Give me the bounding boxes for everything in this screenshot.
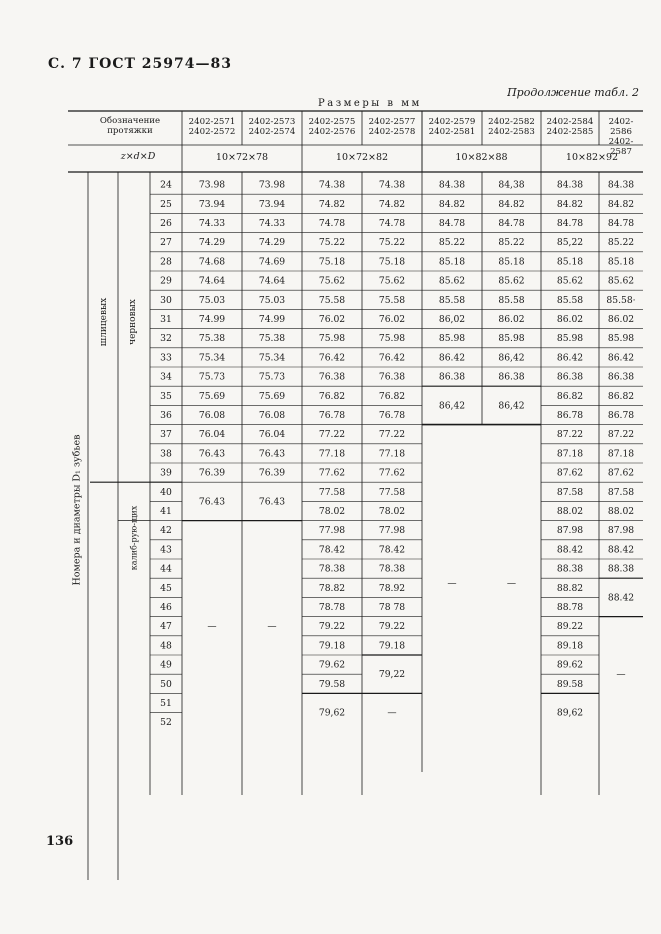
value-cell: 78.82 (318, 582, 346, 594)
value-cell: 89.22 (556, 621, 584, 633)
value-cell: 87.62 (556, 467, 584, 479)
tooth-number: 49 (160, 659, 172, 671)
tool-code-b: 2402-2583 (488, 127, 535, 137)
value-cell: 85.98 (607, 333, 635, 345)
value-cell: 87.98 (607, 525, 635, 537)
value-cell: 85.58· (606, 294, 636, 306)
value-cell: 74.38 (378, 179, 406, 191)
value-cell: 74.78 (318, 218, 346, 229)
value-cell: 85.62 (438, 275, 466, 287)
value-cell: 76.02 (318, 314, 346, 325)
value-cell: 77.18 (378, 448, 406, 460)
value-cell: 89,62 (556, 707, 584, 719)
value-cell: 75.03 (198, 294, 226, 306)
dash-cell: — (267, 621, 277, 633)
value-cell: 86,42 (438, 400, 466, 412)
value-cell: 73.98 (258, 179, 286, 191)
value-cell: 76.82 (378, 390, 406, 402)
tooth-number: 39 (160, 467, 172, 479)
value-cell: 74.78 (378, 218, 406, 229)
value-cell: 75.34 (258, 352, 286, 364)
value-cell: 75.18 (378, 256, 406, 268)
value-cell: 74.68 (198, 256, 226, 268)
value-cell: 74.29 (258, 237, 286, 249)
value-cell: 88.38 (607, 563, 635, 575)
dash-cell: — (447, 578, 457, 590)
value-cell: 87.18 (556, 448, 584, 460)
tooth-number: 35 (160, 390, 172, 402)
group-shlitsevykh: шлицевых (99, 297, 109, 347)
value-cell: 74.99 (198, 314, 226, 325)
tooth-number: 50 (160, 678, 172, 690)
tooth-number: 27 (160, 237, 172, 249)
tool-code-a: 2402-2584 (546, 117, 594, 127)
value-cell: 86.38 (498, 371, 525, 383)
value-cell: 88.42 (607, 592, 635, 604)
value-cell: 76.43 (258, 448, 286, 460)
tooth-number: 33 (160, 352, 172, 364)
tooth-number: 46 (160, 602, 172, 613)
tooth-number: 25 (160, 198, 172, 210)
value-cell: 75.98 (378, 333, 406, 345)
tooth-number: 47 (160, 621, 172, 633)
value-cell: 89.58 (556, 678, 584, 690)
dash-cell: — (207, 621, 217, 633)
value-cell: 84.38 (556, 179, 584, 191)
value-cell: 76.38 (318, 371, 346, 383)
value-cell: 76.08 (198, 410, 226, 421)
value-cell: 87.22 (556, 429, 584, 441)
value-cell: 79.58 (318, 678, 346, 690)
tooth-number: 48 (160, 640, 172, 652)
value-cell: 86.02 (498, 314, 525, 325)
value-cell: 85.22 (438, 237, 466, 249)
value-cell: 79.22 (318, 621, 346, 633)
value-cell: 74.82 (318, 198, 346, 210)
value-cell: 84.38 (607, 179, 635, 191)
value-cell: 78.78 (318, 602, 346, 613)
tool-code-b: 2402-2578 (368, 127, 416, 137)
value-cell: 79.18 (318, 640, 346, 652)
value-cell: 76.43 (198, 448, 226, 460)
value-cell: 74.69 (258, 256, 286, 268)
value-cell: 84.82 (607, 198, 635, 210)
value-cell: 79,62 (318, 707, 346, 719)
tooth-number: 24 (160, 179, 172, 191)
size-1: 10×72×78 (215, 152, 269, 163)
tool-code-a: 2402-2586 (608, 117, 634, 137)
value-cell: 84.78 (556, 218, 584, 229)
value-cell: 74.33 (258, 218, 286, 229)
value-cell: 77.18 (318, 448, 346, 460)
tool-code-a: 2402-2579 (428, 117, 476, 127)
value-cell: 85.62 (556, 275, 584, 287)
value-cell: 87.18 (607, 448, 635, 460)
tooth-number: 30 (160, 294, 172, 306)
value-cell: 74.38 (318, 179, 346, 191)
tooth-number: 38 (160, 448, 172, 460)
value-cell: 74.82 (378, 198, 406, 210)
value-cell: 84.78 (607, 218, 635, 229)
value-cell: 86.42 (556, 352, 584, 364)
value-cell: 84.82 (556, 198, 584, 210)
value-cell: 75.22 (378, 237, 406, 249)
value-cell: 86.78 (556, 410, 584, 421)
dash-cell: — (506, 578, 517, 590)
value-cell: 85.22 (498, 237, 525, 249)
left-vertical-label: Номера и диаметры D₁ зубьев (71, 434, 83, 586)
value-cell: 88.38 (556, 563, 584, 575)
value-cell: 76.39 (258, 467, 286, 479)
tool-code-a: 2402-2582 (488, 117, 535, 127)
value-cell: 88.02 (556, 506, 584, 517)
value-cell: 86.42 (607, 352, 635, 364)
value-cell: 73.94 (198, 198, 226, 210)
tooth-number: 40 (160, 486, 172, 498)
value-cell: 86.02 (556, 314, 584, 325)
tool-code-b: 2402-2585 (546, 127, 594, 137)
value-cell: 84.82 (438, 198, 466, 210)
value-cell: 88.42 (607, 544, 635, 556)
value-cell: 74.33 (198, 218, 226, 229)
tooth-number: 37 (160, 429, 172, 441)
page-ref: С. 7 ГОСТ 25974—83 (48, 56, 232, 72)
value-cell: 86.42 (438, 352, 466, 364)
tooth-number: 26 (160, 218, 172, 229)
value-cell: 77.22 (318, 429, 346, 441)
tool-code-b: 2402-2574 (248, 127, 296, 137)
value-cell: 86.02 (607, 314, 635, 325)
value-cell: 76.39 (198, 467, 226, 479)
value-cell: 85.22 (607, 237, 635, 249)
value-cell: 85.18 (498, 256, 525, 268)
value-cell: 75.62 (378, 275, 406, 287)
tool-code-b: 2402-2576 (308, 127, 356, 137)
value-cell: 85.18 (607, 256, 635, 268)
size-2: 10×72×82 (335, 152, 389, 163)
tooth-number: 34 (160, 371, 172, 383)
value-cell: 78.02 (378, 506, 406, 517)
value-cell: 73.94 (258, 198, 286, 210)
value-cell: 84.78 (438, 218, 466, 229)
value-cell: 75.18 (318, 256, 346, 268)
value-cell: 84.78 (498, 218, 525, 229)
value-cell: 85.62 (607, 275, 635, 287)
value-cell: 86.78 (607, 410, 635, 421)
value-cell: 84.82 (498, 198, 525, 210)
value-cell: 85.18 (556, 256, 584, 268)
tooth-number: 36 (160, 410, 172, 421)
value-cell: 79.18 (378, 640, 406, 652)
value-cell: 79.62 (318, 659, 346, 671)
value-cell: 85.58 (438, 294, 466, 306)
value-cell: 86,42 (498, 400, 525, 412)
value-cell: 75.62 (318, 275, 346, 287)
units-label: Размеры в мм (318, 98, 422, 109)
value-cell: 86.82 (556, 390, 584, 402)
value-cell: 89.18 (556, 640, 584, 652)
value-cell: 77.62 (318, 467, 346, 479)
value-cell: 84,38 (498, 179, 525, 191)
value-cell: 88.42 (556, 544, 584, 556)
value-cell: 78.38 (318, 563, 346, 575)
value-cell: 85.98 (438, 333, 466, 345)
value-cell: 79.22 (378, 621, 406, 633)
value-cell: 76.42 (378, 352, 406, 364)
designation-label: Обозначение протяжки (99, 116, 161, 136)
value-cell: 76.43 (198, 496, 226, 508)
tooth-number: 32 (160, 333, 172, 345)
value-cell: 85.58 (498, 294, 525, 306)
continuation-note: Продолжение табл. 2 (507, 86, 639, 99)
value-cell: 76.42 (318, 352, 346, 364)
value-cell: 76.04 (258, 429, 286, 441)
value-cell: 87.58 (607, 486, 635, 498)
value-cell: 78.42 (318, 544, 346, 556)
value-cell: 86.38 (607, 371, 635, 383)
value-cell: 76.02 (378, 314, 406, 325)
value-cell: 75.38 (198, 333, 226, 345)
value-cell: 76.78 (318, 410, 346, 421)
value-cell: 85.58 (556, 294, 584, 306)
value-cell: 77.62 (378, 467, 406, 479)
value-cell: 89.62 (556, 659, 584, 671)
size-3: 10×82×88 (455, 152, 508, 163)
value-cell: 88.02 (607, 506, 635, 517)
value-cell: 78.42 (378, 544, 406, 556)
value-cell: 76.08 (258, 410, 286, 421)
value-cell: 87.58 (556, 486, 584, 498)
value-cell: 78.38 (378, 563, 406, 575)
tooth-number: 41 (160, 506, 172, 517)
tool-code-b: 2402-2572 (188, 127, 236, 137)
value-cell: 85.18 (438, 256, 466, 268)
value-cell: 77.98 (318, 525, 346, 537)
sub-kalibruyushchikh: калиб-рую-щих (129, 505, 139, 571)
value-cell: 87.98 (556, 525, 584, 537)
value-cell: 76.43 (258, 496, 286, 508)
tool-code-a: 2402-2571 (188, 117, 236, 127)
value-cell: 86.82 (607, 390, 635, 402)
value-cell: 75.58 (378, 294, 406, 306)
value-cell: 75.34 (198, 352, 226, 364)
tool-code-a: 2402-2577 (368, 117, 416, 127)
value-cell: 86,42 (498, 352, 525, 364)
tooth-number: 45 (160, 582, 172, 594)
value-cell: 75.69 (198, 390, 226, 402)
value-cell: 77.98 (378, 525, 406, 537)
tooth-number: 28 (160, 256, 172, 268)
value-cell: 78.02 (318, 506, 346, 517)
value-cell: 78 78 (378, 602, 406, 613)
tooth-number: 31 (160, 314, 172, 325)
value-cell: 77.58 (378, 486, 406, 498)
value-cell: 85.62 (498, 275, 525, 287)
tool-code-a: 2402-2573 (248, 117, 296, 127)
value-cell: 84.38 (438, 179, 466, 191)
value-cell: 87.62 (607, 467, 635, 479)
value-cell: 75.73 (258, 371, 286, 383)
value-cell: 86.38 (556, 371, 584, 383)
tooth-number: 52 (160, 717, 172, 729)
value-cell: 88.82 (556, 582, 584, 594)
value-cell: 74.64 (198, 275, 226, 287)
size-4: 10×82×92 (565, 152, 619, 163)
value-cell: 75.38 (258, 333, 286, 345)
value-cell: 74.29 (198, 237, 226, 249)
value-cell: 76.78 (378, 410, 406, 421)
value-cell: 75.58 (318, 294, 346, 306)
value-cell: 86,02 (438, 314, 466, 325)
tooth-number: 29 (160, 275, 172, 287)
sub-chernovykh: черновых (128, 299, 138, 345)
tool-code-b: 2402-2587 (608, 137, 634, 157)
value-cell: 77.58 (318, 486, 346, 498)
value-cell: 75.69 (258, 390, 286, 402)
tooth-number: 43 (160, 544, 172, 556)
value-cell: 77.22 (378, 429, 406, 441)
value-cell: 85,22 (556, 237, 584, 249)
value-cell: 74.64 (258, 275, 286, 287)
tooth-number: 44 (160, 563, 172, 575)
page-number: 136 (46, 834, 74, 849)
tooth-number: 51 (160, 698, 172, 709)
value-cell: 87.22 (607, 429, 635, 441)
value-cell: 75.03 (258, 294, 286, 306)
value-cell: 75.22 (318, 237, 346, 249)
value-cell: 76.82 (318, 390, 346, 402)
value-cell: 73.98 (198, 179, 226, 191)
value-cell: 75.98 (318, 333, 346, 345)
value-cell: 76.04 (198, 429, 226, 441)
value-cell: 79,22 (378, 669, 406, 681)
value-cell: 75.73 (198, 371, 226, 383)
size-label: z×d×D (120, 151, 156, 162)
tool-code-b: 2402-2581 (428, 127, 476, 137)
tooth-number: 42 (160, 525, 172, 537)
value-cell: 88.78 (556, 602, 584, 613)
value-cell: 86.38 (438, 371, 466, 383)
value-cell: 85.98 (498, 333, 525, 345)
value-cell: 78.92 (378, 582, 406, 594)
tool-code-a: 2402-2575 (308, 117, 356, 127)
value-cell: 76.38 (378, 371, 406, 383)
value-cell: 74.99 (258, 314, 286, 325)
dash-cell: — (387, 707, 397, 719)
dash-cell: — (616, 669, 626, 681)
value-cell: 85.98 (556, 333, 584, 345)
